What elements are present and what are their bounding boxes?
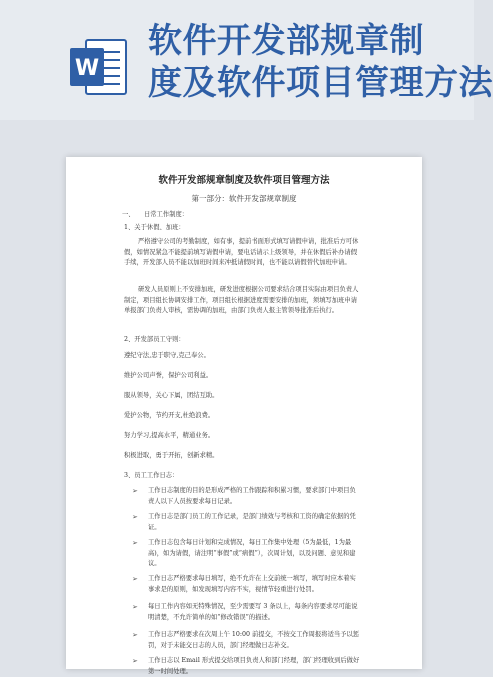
item1-paragraph-1: 严格遵守公司的考勤制度，如有事，提前书面形式填写请假申请，批准后方可休假，如情况紧急不能提前填写请假申请，要电话请示上级领导，并在休假后补办请假手续，开发部人员不能以加班时间来冲抵请假时间，也不能以请假替代加班申请。 [124,238,359,266]
log-item: 工作日志严格要求每日填写，绝不允许在上交前统一填写，填写时应本着实事求是的原则，如发现填写内容不实，视情节轻重进行处罚。 [148,575,356,593]
bullet-arrow-icon: ➢ [132,513,138,521]
banner-title [148,20,493,104]
bullet-arrow-icon: ➢ [132,603,138,611]
bullet-arrow-icon: ➢ [132,575,138,583]
bullet-arrow-icon: ➢ [132,487,138,495]
log-item: 工作日志制度的目的是形成严格的工作跟踪和积累习惯，要求部门中项目负责人以下人员按要求每日记录。 [148,487,356,505]
item1-title: 1、关于休假、加班： [124,224,185,231]
rule-item: 爱护公物，节约开支,杜绝浪费。 [124,412,215,419]
log-item: 工作日志是部门员工的工作记录，是部门绩效与考核和工资的确定依据的凭证。 [148,513,356,531]
document-page [66,157,422,675]
document-title: 软件开发部规章制度及软件项目管理方法 [158,175,330,186]
rule-item: 服从领导，关心下属，团结互助。 [124,392,219,399]
rule-item: 积极进取，勇于开拓，创新求精。 [124,452,219,459]
log-item: 工作日志包含每日计划和完成情况，每日工作集中处理（5为最低，1为最高)，如为请假，请注明“事假”或“病假”），次周计划，以及问题、意见和建议。 [148,539,356,567]
log-item: 每日工作内容如无特殊情况，至少需要写 3 条以上，每条内容要求尽可能说明清楚，不允许简单的如“修改错误”的描述。 [148,603,358,621]
svg-text:W: W [74,56,100,81]
banner-title-line-1: 软件开发部规章制 [148,21,424,61]
item2-title: 2、开发部员工守则： [124,336,185,343]
item3-title: 3、员工工作日志： [124,472,179,479]
bullet-arrow-icon: ➢ [132,657,138,665]
bullet-arrow-icon: ➢ [132,539,138,547]
section-one-marker: 一、 [122,211,135,218]
banner-title-line-2: 度及软件项目管理方法 [148,63,493,103]
part-title: 第一部分：软件开发部规章制度 [191,194,297,203]
rule-item: 维护公司声誉，保护公司利益。 [124,372,213,379]
word-document-icon [68,36,130,98]
section-one-title: 日常工作制度： [144,211,189,218]
rule-item: 努力学习,提高水平，精通业务。 [124,432,215,439]
log-item: 工作日志严格要求在次周上午 10:00 前提交，不按交工作周报将适当予以惩罚，对于未能交日志的人员，部门经理做日志补交。 [148,631,360,649]
rule-item: 遵纪守法,忠于职守,克己奉公。 [124,352,210,359]
item1-paragraph-2: 研发人员原则上不安排加班，研发进度根据公司要求结合项目实际由项目负责人制定，项目组长协调安排工作，项目组长根据进度需要安排的加班，须填写加班申请单报部门负责人审核，需协调的加班，由部门负责人报主管领导批准后执行。 [124,286,359,314]
bullet-arrow-icon: ➢ [132,631,138,639]
log-item: 工作日志以 Email 形式提交给项目负责人和部门经理，部门经理收到后做好第一时间处理。 [148,657,360,675]
